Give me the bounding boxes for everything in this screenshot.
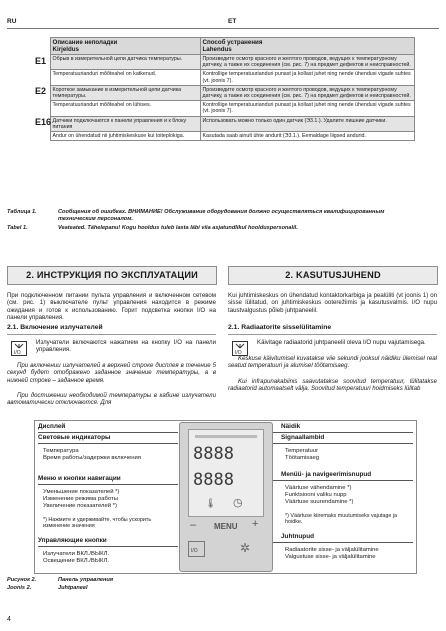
figure-title-et: Juhtpaneel xyxy=(58,585,88,591)
bottom-digits: 8888 xyxy=(193,470,234,490)
label-radiators-ru: Излучатели ВКЛ./ВЫКЛ. xyxy=(43,551,110,557)
clock-icon: ◷ xyxy=(233,497,243,509)
svg-text:I/O: I/O xyxy=(14,350,21,355)
label-control-ru: Управляющие кнопки xyxy=(38,537,107,544)
label-note-et: *) Väärtuse kiiremaks muutumiseks vajutage ja hoidke. xyxy=(285,513,398,526)
thermometer-icon: 🌡 xyxy=(205,498,217,508)
label-increase-ru: Увеличение показателей *) xyxy=(43,503,117,509)
label-radiators-et: Radiaatorite sisse- ja väljalülitamine xyxy=(285,547,379,553)
table-caption-ru: Сообщения об ошибках. ВНИМАНИЕ! Обслуживание оборудования должно осуществляться квалифицированным техническим персоналом. xyxy=(58,209,385,222)
label-decrease-ru: Уменьшение показателей *) xyxy=(43,489,120,495)
error-code: E16 xyxy=(35,117,52,128)
subsection-title-et: 2.1. Radiaatorite sisselülitamine xyxy=(228,324,332,331)
error-description-et: Temperatuurianduri mõõteahel on lühises. xyxy=(50,101,200,116)
label-decrease-et: Väärtuse vähendamine *) xyxy=(285,485,352,491)
error-solution-et: Kontrollige temperatuurianduri punast ja kollast juhet ning nende ühendusi vigade suhtes (vt. joonis 7). xyxy=(200,101,415,116)
figure-label-et: Joonis 2. xyxy=(7,585,32,591)
menu-button[interactable]: MENU xyxy=(214,522,238,531)
error-description-et: Temperatuurianduri mõõteahel on katkenud. xyxy=(50,70,200,85)
error-description-et: Andur on ühendatud nii juhtimiskeskuse kui toiteplokiga. xyxy=(50,132,200,141)
icon-note-et: Käivitage radiaatorid juhtpaneelil oleva I/O nupu vajutamisega. xyxy=(257,339,426,346)
error-code: E1 xyxy=(35,55,47,66)
table-caption-label-ru: Таблица 1. xyxy=(7,209,37,215)
figure-title-ru: Панель управления xyxy=(58,577,114,583)
header-divider xyxy=(7,28,439,29)
error-table xyxy=(34,37,415,141)
label-display-et: Näidik xyxy=(281,423,301,430)
label-menu-ru: Меню и кнопки навигации xyxy=(38,475,121,482)
label-note-ru: *) Нажмите и удерживайте, чтобы ускорить изменение значения xyxy=(43,517,152,530)
language-code-et: ET xyxy=(228,18,237,25)
error-description-ru: Обрыв в измерительной цепи датчика температуры. xyxy=(50,55,200,70)
label-temperature-et: Temperatuur xyxy=(285,448,319,454)
label-menu-et: Menüü- ja navigeerimisnupud xyxy=(281,471,372,478)
paragraph-ru-2: При достижении необходимой температуры в кабине излучатели автоматически отключаются. Для xyxy=(7,392,216,407)
label-temperature-ru: Температура xyxy=(43,448,79,454)
light-button-icon[interactable]: ✲ xyxy=(240,541,251,555)
intro-ru: При подключенном питании пульта управления и включенном сетевом (см. рис. 1) выключателе пульт управления находится в режиме ожидания и готов к использованию. Горит подсветка кнопки I/O на панели управления. xyxy=(7,292,216,321)
table-caption-et: Veateated. Tähelepanu! Kogu hooldus tuleb lasta läbi viia asjatundlikul hoolduspersonalil. xyxy=(58,225,298,231)
top-digits: 8888 xyxy=(193,444,234,464)
error-solution-ru: Использовать можно только один датчик (Э3.1.). Удалите лишние датчики. xyxy=(200,116,415,131)
error-solution-ru: Произведите осмотр красного и желтого проводов, ведущих к температурному датчику, а также их соединения (см. рис. 7) на предмет дефектов и неисправностей. xyxy=(200,55,415,70)
error-code: E2 xyxy=(35,86,47,97)
label-time-ru: Время работы/задержки включения xyxy=(43,455,141,461)
subsection-title-ru: 2.1. Включение излучателей xyxy=(7,324,103,331)
table-head-description: Описание неполадки Kirjeldus xyxy=(50,38,200,55)
icon-note-ru: Излучатели включаются нажатием на кнопку I/O на панели управления. xyxy=(36,339,216,354)
label-indicators-ru: Световые индикаторы xyxy=(38,434,111,441)
control-panel-figure xyxy=(34,420,417,574)
label-change-mode-ru: Изменение режима работы xyxy=(43,496,118,502)
language-code-ru: RU xyxy=(7,18,17,25)
page-number: 4 xyxy=(7,616,11,623)
table-head-solution: Способ устранения Lahendus xyxy=(200,38,415,55)
label-indicators-et: Signaallambid xyxy=(281,434,325,441)
paragraph-et-2: Kui infrapunakabiinis saavutatakse soovitud temperatuur, lülitatakse radiaatorid automaatselt välja. Soovitud temperatuuri hoidmiseks lülitab xyxy=(228,378,437,393)
section-title-ru: 2. ИНСТРУКЦИЯ ПО ЭКСПЛУАТАЦИИ xyxy=(7,266,217,285)
paragraph-ru-1: При включении излучателей в верхней строке дисплея в течение 5 секунд будет отображено заданное значение температуры, а в нижней строке – заданное время. xyxy=(7,362,216,384)
error-solution-et: Kasutada saab ainult ühte andurit (Э3.1.). Eemaldage liigsed andurid. xyxy=(200,132,415,141)
figure-label-ru: Рисунок 2. xyxy=(7,577,37,583)
svg-text:I/O: I/O xyxy=(235,350,242,355)
error-description-ru: Датчики подключаются к панели управления и к блоку питания xyxy=(50,116,200,131)
section-title-et: 2. KASUTUSJUHEND xyxy=(228,266,438,285)
error-solution-ru: Произведите осмотр красного и желтого проводов, ведущих к температурному датчику, а также их соединения (см. рис. 7) на предмет дефектов и неисправностей. xyxy=(200,85,415,100)
control-panel-device xyxy=(179,422,273,572)
io-button-icon xyxy=(11,341,27,356)
error-description-ru: Короткое замыкание в измерительной цепи датчика температуры. xyxy=(50,85,200,100)
label-light-ru: Освещение ВКЛ./ВЫКЛ. xyxy=(43,558,109,564)
paragraph-et-1: Keskuse käivitumisel kuvatakse viie sekundi jooksul näidiku ülemisel real seatud temperatuuri ja alumisel töötamisaeg. xyxy=(228,355,437,370)
table-caption-label-et: Tabel 1. xyxy=(7,225,28,231)
label-light-et: Valgustuse sisse- ja väljalülitamine xyxy=(285,554,376,560)
io-button-icon xyxy=(232,341,248,356)
minus-button[interactable]: – xyxy=(190,519,197,531)
label-increase-et: Väärtuse suurendamine *) xyxy=(285,499,354,505)
plus-button[interactable]: + xyxy=(252,518,259,530)
error-solution-et: Kontrollige temperatuurianduri punast ja kollast juhet ning nende ühendusi vigade suhtes (vt. joonis 7). xyxy=(200,70,415,85)
io-button[interactable]: I/O xyxy=(188,541,205,557)
label-change-mode-et: Funktsiooni valiku nupp xyxy=(285,492,347,498)
lcd-display xyxy=(188,429,264,517)
label-display-ru: Дисплей xyxy=(38,423,66,430)
label-time-et: Töötamisaeg xyxy=(285,455,320,461)
label-control-et: Juhtnupud xyxy=(281,533,315,540)
intro-et: Kui juhtimiskeskus on ühendatud kontaktorkarbiga ja pealüliti (vt joonis 1) on sisse lülitatud, on juhtimiskeskus ooterežiimis ja kasutusvalmis. I/O nupu taustvalgustus põleb juhtpaneelil. xyxy=(228,292,437,314)
